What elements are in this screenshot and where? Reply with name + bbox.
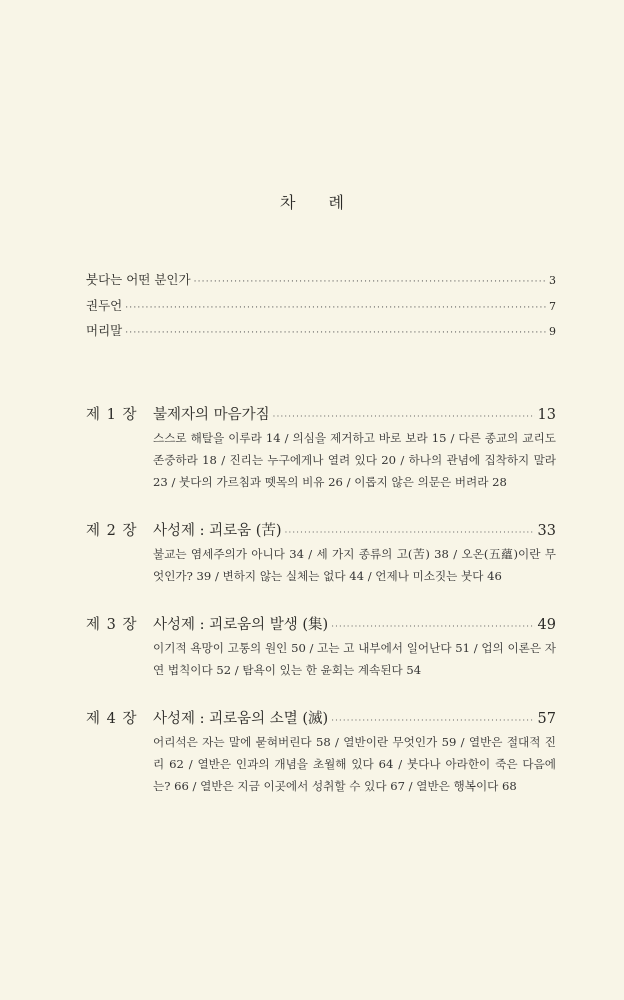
chapter-number: 제 2 장 [86, 523, 138, 539]
chapter-heading[interactable] [86, 403, 556, 425]
chapter-entry [86, 519, 556, 587]
chapter-title: 사성제 : 괴로움 (苦) [153, 523, 282, 539]
chapter-title: 사성제 : 괴로움의 소멸 (滅) [153, 711, 329, 727]
dot-leader [285, 528, 535, 538]
front-matter-page: 7 [549, 299, 556, 313]
chapter-number: 제 4 장 [86, 711, 138, 727]
front-matter-page: 9 [549, 325, 556, 338]
chapter-title: 사성제 : 괴로움의 발생 (集) [153, 617, 329, 633]
chapter-entry [86, 613, 556, 681]
front-matter-label: 권두언 [86, 297, 123, 313]
dot-leader [125, 328, 546, 338]
chapter-sections: 불교는 염세주의가 아니다 34 / 세 가지 종류의 고(苦) 38 / 오온(五蘊)이란 무엇인가? 39 / 변하지 않는 실체는 없다 44 / 언제나 미소짓는 붓다 46 [153, 547, 556, 583]
chapter-page: 13 [537, 407, 556, 423]
chapter-sections: 어리석은 자는 말에 묻혀버린다 58 / 열반이란 무엇인가 59 / 열반은 절대적 진리 62 / 열반은 인과의 개념을 초월해 있다 64 / 붓다나 아라한이 죽은 다음에는? 66 / 열반은 지금 이곳에서 성취할 수 있다 67 / 열반은 행복이다 68 [153, 735, 556, 793]
dot-leader [194, 277, 546, 287]
chapter-page: 49 [537, 617, 556, 633]
chapter-number: 제 3 장 [86, 617, 138, 633]
dot-leader [125, 303, 546, 313]
front-matter-label: 붓다는 어떤 분인가 [86, 272, 191, 287]
chapter-page: 57 [537, 711, 556, 727]
chapter-page: 33 [537, 523, 556, 539]
dot-leader [331, 622, 534, 632]
chapter-sections: 이기적 욕망이 고통의 원인 50 / 고는 고 내부에서 일어난다 51 / 업의 이론은 자연 법칙이다 52 / 탐욕이 있는 한 윤회는 계속된다 54 [153, 641, 556, 677]
chapter-title: 불제자의 마음가짐 [153, 407, 270, 423]
chapter-heading[interactable] [86, 613, 556, 635]
chapter-entry [86, 707, 556, 797]
front-matter-list [86, 270, 556, 347]
chapter-heading[interactable] [86, 519, 556, 541]
chapter-heading[interactable] [86, 707, 556, 729]
toc-title: 차 례 [280, 193, 358, 212]
chapter-list [86, 403, 556, 823]
front-matter-item[interactable] [86, 296, 556, 322]
dot-leader [331, 716, 534, 726]
dot-leader [273, 412, 535, 422]
front-matter-item[interactable] [86, 321, 556, 347]
chapter-sections: 스스로 해탈을 이루라 14 / 의심을 제거하고 바로 보라 15 / 다른 종교의 교리도 존중하라 18 / 진리는 누구에게나 열려 있다 20 / 하나의 관념에 집착하지 말라 23 / 붓다의 가르침과 뗏목의 비유 26 / 이롭지 않은 의문은 버려라 28 [153, 431, 556, 489]
front-matter-item[interactable] [86, 270, 556, 296]
chapter-entry [86, 403, 556, 493]
front-matter-page: 3 [549, 274, 556, 287]
chapter-number: 제 1 장 [86, 407, 138, 423]
front-matter-label: 머리말 [86, 323, 123, 338]
